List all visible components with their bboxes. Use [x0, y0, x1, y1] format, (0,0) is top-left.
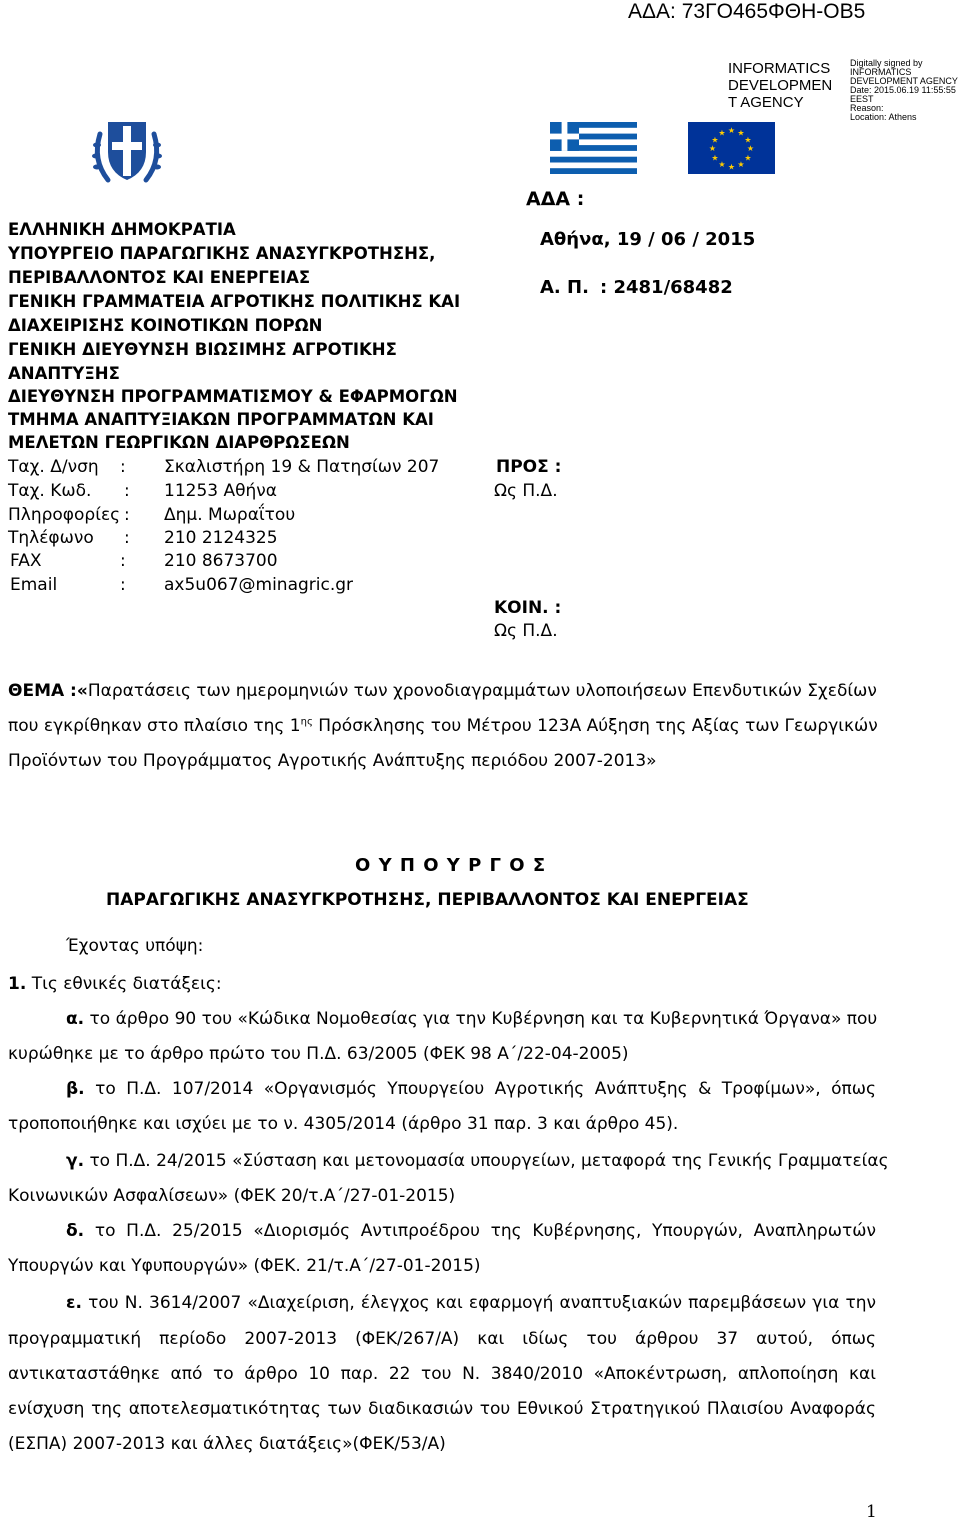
protocol-number: : 2481/68482	[600, 277, 733, 298]
contact-separator: :	[120, 457, 126, 477]
signature-org-line: T AGENCY	[728, 94, 804, 111]
subject-text: που εγκρίθηκαν στο πλαίσιο της 1	[8, 716, 301, 736]
minister-title: Ο Υ Π Ο Υ Ρ Γ Ο Σ	[355, 855, 547, 876]
clause-line	[8, 1221, 876, 1241]
contact-separator: :	[124, 528, 130, 548]
item-number: 1.	[8, 974, 27, 994]
contact-value: Δημ. Μωραΐτου	[164, 505, 296, 525]
signature-org-line: INFORMATICS	[728, 60, 831, 77]
recipients-label: ΠΡΟΣ :	[496, 457, 562, 477]
svg-text:★: ★	[744, 153, 752, 163]
clause-letter: δ.	[66, 1221, 85, 1241]
clause-text: το Π.Δ. 107/2014 «Οργανισμός Υπουργείου Αγροτικής Ανάπτυξης & Τροφίμων», όπως	[84, 1079, 876, 1099]
svg-text:★: ★	[711, 153, 719, 163]
clause-letter: α.	[66, 1009, 85, 1029]
contact-value: 210 8673700	[164, 551, 278, 571]
svg-text:★: ★	[711, 135, 719, 145]
signature-org-line: DEVELOPMEN	[728, 77, 833, 94]
header-line: ΔΙΑΧΕΙΡΙΣΗΣ ΚΟΙΝΟΤΙΚΩΝ ΠΟΡΩΝ	[8, 316, 323, 335]
svg-text:★: ★	[737, 128, 745, 138]
header-line: ΜΕΛΕΤΩΝ ΓΕΩΡΓΙΚΩΝ ΔΙΑΡΘΡΩΣΕΩΝ	[8, 433, 350, 452]
clause-line: κυρώθηκε με το άρθρο πρώτο του Π.Δ. 63/2005 (ΦΕΚ 98 Α΄/22-04-2005)	[8, 1044, 629, 1064]
signature-detail-line: Reason:	[850, 103, 884, 113]
clause-letter: ε.	[66, 1293, 82, 1313]
clause-line: αντικαταστάθηκε από το άρθρο 10 παρ. 22 του Ν. 3840/2010 «Αποκέντρωση, απλοποίηση και	[8, 1364, 876, 1384]
contact-value: ax5u067@minagric.gr	[164, 575, 354, 595]
signature-detail-line: Location: Athens	[850, 112, 917, 122]
ada-header: ΑΔΑ: 73ΓΟ465ΦΘΗ-ΟΒ5	[628, 0, 866, 23]
eu-flag-icon	[688, 122, 775, 174]
contact-separator: :	[124, 481, 130, 501]
clause-letter: γ.	[66, 1151, 85, 1171]
considering-heading: Έχοντας υπόψη:	[66, 936, 204, 956]
clause-line	[8, 1079, 876, 1099]
header-line: ΔΙΕΥΘΥΝΣΗ ΠΡΟΓΡΑΜΜΑΤΙΣΜΟΥ & ΕΦΑΡΜΟΓΩΝ	[8, 387, 458, 406]
subject-line	[8, 716, 878, 736]
clause-text: του Ν. 3614/2007 «Διαχείριση, έλεγχος και εφαρμογή αναπτυξιακών παρεμβάσεων για την	[81, 1293, 876, 1313]
svg-text:★: ★	[708, 144, 717, 153]
subject-line	[8, 681, 877, 701]
header-line: ΓΕΝΙΚΗ ΔΙΕΥΘΥΝΣΗ ΒΙΩΣΙΜΗΣ ΑΓΡΟΤΙΚΗΣ	[8, 340, 397, 359]
contact-separator: :	[120, 551, 126, 571]
greek-flag-icon	[550, 122, 637, 174]
ada-label: ΑΔΑ :	[526, 188, 585, 210]
contact-label: Email	[10, 575, 58, 595]
signature-details	[850, 59, 958, 122]
header-line: ΕΛΛΗΝΙΚΗ ΔΗΜΟΚΡΑΤΙΑ	[8, 220, 236, 239]
clause-text: το Π.Δ. 25/2015 «Διορισμός Αντιπροέδρου της Κυβέρνησης, Υπουργών, Αναπληρωτών	[84, 1221, 876, 1241]
contact-separator: :	[120, 575, 126, 595]
clause-line: προγραμματική περίοδο 2007-2013 (ΦΕΚ/267/Α) και ιδίως του άρθρου 37 αυτού, όπως	[8, 1329, 876, 1349]
clause-text: το Π.Δ. 24/2015 «Σύσταση και μετονομασία υπουργείων, μεταφορά της Γενικής Γραμματείας	[84, 1151, 889, 1171]
subject-line: Προϊόντων του Προγράμματος Αγροτικής Ανάπτυξης περιόδου 2007-2013»	[8, 751, 657, 771]
coat-of-arms-icon	[88, 112, 166, 190]
item-heading	[8, 974, 222, 994]
clause-line	[8, 1293, 876, 1313]
minister-subtitle: ΠΑΡΑΓΩΓΙΚΗΣ ΑΝΑΣΥΓΚΡΟΤΗΣΗΣ, ΠΕΡΙΒΑΛΛΟΝΤΟΣ ΚΑΙ ΕΝΕΡΓΕΙΑΣ	[106, 890, 749, 910]
contact-value: 210 2124325	[164, 528, 278, 548]
contact-label: Ταχ. Κωδ.	[8, 481, 92, 501]
recipients-value: Ως Π.Δ.	[494, 481, 558, 501]
clause-line: Υπουργών και Υφυπουργών» (ΦΕΚ. 21/τ.Α΄/27-01-2015)	[8, 1256, 481, 1276]
contact-label: Ταχ. Δ/νση	[8, 457, 99, 477]
svg-text:★: ★	[727, 126, 736, 135]
clause-line	[8, 1009, 876, 1029]
clause-line: τροποποιήθηκε και ισχύει με το ν. 4305/2014 (άρθρο 31 παρ. 3 και άρθρο 45).	[8, 1114, 679, 1134]
svg-text:★: ★	[746, 144, 755, 153]
header-line: ΑΝΑΠΤΥΞΗΣ	[8, 364, 120, 383]
header-line: ΤΜΗΜΑ ΑΝΑΠΤΥΞΙΑΚΩΝ ΠΡΟΓΡΑΜΜΑΤΩΝ ΚΑΙ	[8, 410, 434, 429]
clause-line: (ΕΣΠΑ) 2007-2013 και άλλες διατάξεις»(ΦΕΚ/53/Α)	[8, 1434, 446, 1454]
place-date: Αθήνα, 19 / 06 / 2015	[540, 229, 756, 250]
svg-text:★: ★	[718, 160, 726, 169]
signature-detail-line: EEST	[850, 94, 874, 104]
header-line: ΓΕΝΙΚΗ ΓΡΑΜΜΑΤΕΙΑ ΑΓΡΟΤΙΚΗΣ ΠΟΛΙΤΙΚΗΣ ΚΑΙ	[8, 292, 461, 311]
contact-label: Τηλέφωνο	[8, 528, 94, 548]
subject-label: ΘΕΜΑ :«	[8, 681, 88, 701]
cc-value: Ως Π.Δ.	[494, 621, 558, 641]
clause-line	[8, 1151, 889, 1171]
header-line: ΥΠΟΥΡΓΕΙΟ ΠΑΡΑΓΩΓΙΚΗΣ ΑΝΑΣΥΓΚΡΟΤΗΣΗΣ,	[8, 244, 436, 263]
contact-value: 11253 Αθήνα	[164, 481, 277, 501]
contact-label: Πληροφορίες	[8, 505, 121, 525]
clause-line: ενίσχυση της αποτελεσματικότητας των διαδικασιών του Εθνικού Στρατηγικού Πλαισίου Αναφοράς	[8, 1399, 876, 1419]
item-text: Τις εθνικές διατάξεις:	[26, 974, 222, 994]
subject-text: Παρατάσεις των ημερομηνιών των χρονοδιαγραμμάτων υλοποιήσεων Επενδυτικών Σχεδίων	[87, 681, 877, 701]
clause-text: το άρθρο 90 του «Κώδικα Νομοθεσίας για την Κυβέρνηση και τα Κυβερνητικά Όργανα» που	[84, 1009, 878, 1029]
signature-organization	[728, 60, 832, 111]
svg-text:★: ★	[744, 135, 752, 145]
svg-text:★: ★	[727, 162, 736, 172]
signature-detail-line: INFORMATICS	[850, 67, 912, 77]
subject-text: Πρόσκλησης του Μέτρου 123Α Αύξηση της Αξίας των Γεωργικών	[312, 716, 878, 736]
signature-detail-line: Digitally signed by	[850, 58, 923, 68]
cc-label: ΚΟΙΝ. :	[494, 598, 562, 618]
clause-line: Κοινωνικών Ασφαλίσεων» (ΦΕΚ 20/τ.Α΄/27-01-2015)	[8, 1186, 456, 1206]
signature-detail-line: Date: 2015.06.19 11:55:55	[850, 85, 956, 95]
contact-label: FAX	[10, 551, 42, 571]
contact-value: Σκαλιστήρη 19 & Πατησίων 207	[164, 457, 440, 477]
header-line: ΠΕΡΙΒΑΛΛΟΝΤΟΣ ΚΑΙ ΕΝΕΡΓΕΙΑΣ	[8, 268, 311, 287]
contact-separator: :	[124, 505, 130, 525]
svg-text:★: ★	[718, 128, 726, 138]
protocol-label: Α. Π.	[540, 277, 589, 298]
clause-letter: β.	[66, 1079, 85, 1099]
page-number: 1	[866, 1502, 877, 1522]
svg-text:★: ★	[737, 160, 745, 169]
subject-superscript: ης	[300, 716, 313, 728]
signature-detail-line: DEVELOPMENT AGENCY	[850, 76, 958, 86]
